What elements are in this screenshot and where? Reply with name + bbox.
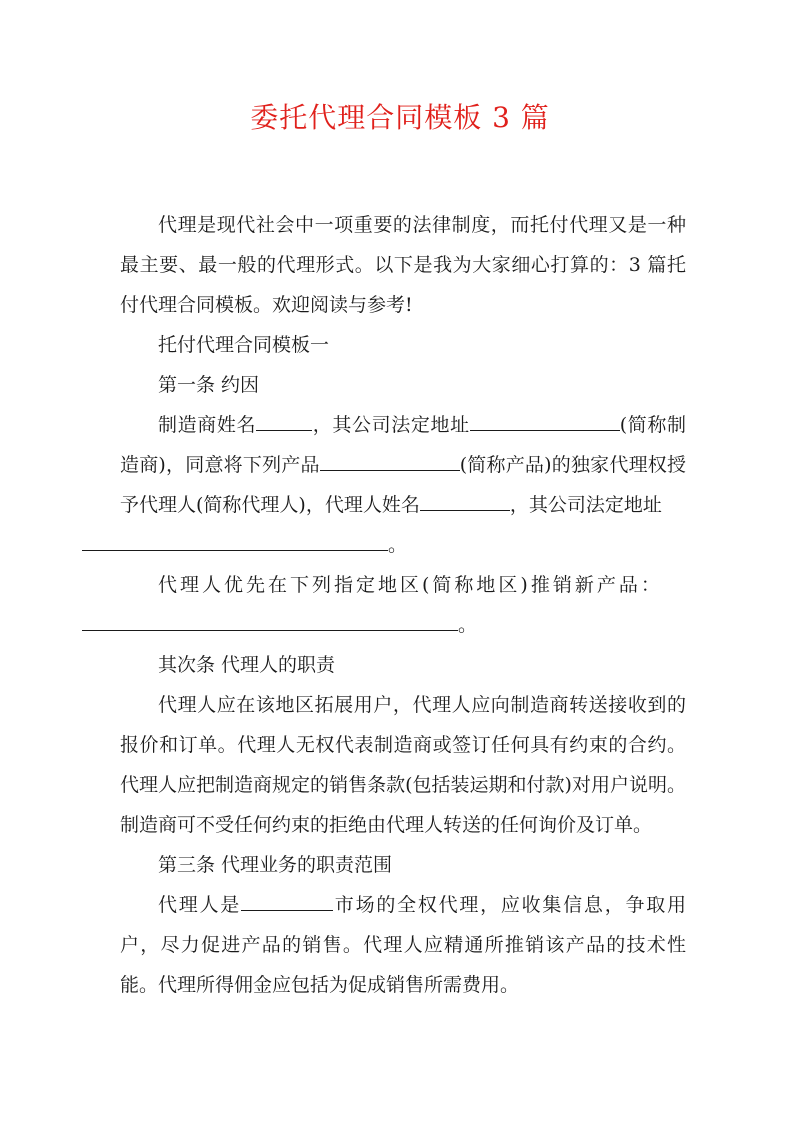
- document-title: 委托代理合同模板 3 篇: [250, 101, 550, 134]
- article1-paragraph-1: [120, 405, 686, 565]
- blank-company-address: [470, 410, 620, 431]
- text-segment: 。: [388, 534, 408, 556]
- article2-heading: 其次条 代理人的职责: [158, 654, 336, 676]
- blank-agent-name: [420, 490, 510, 511]
- text-segment: 。: [458, 614, 481, 636]
- text-segment: ，其公司法定地址: [312, 414, 470, 436]
- article3-paragraph: [120, 885, 686, 1005]
- blank-territory: [82, 610, 458, 631]
- blank-market: [241, 890, 333, 911]
- template-heading: 托付代理合同模板一: [158, 334, 330, 356]
- intro-paragraph: 代理是现代社会中一项重要的法律制度，而托付代理又是一种最主要、最一般的代理形式。以下是我为大家细心打算的：3 篇托付代理合同模板。欢迎阅读与参考!: [120, 214, 686, 316]
- article1-heading: 第一条 约因: [158, 374, 260, 396]
- text-segment: 市场的全权代理，应收集信息，争取用户，尽力促进产品的销售。代理人应精通所推销该产品的技术性能。代理所得佣金应包括为促成销售所需费用。: [120, 894, 686, 996]
- article3-heading: 第三条 代理业务的职责范围: [158, 854, 393, 876]
- blank-manufacturer-name: [256, 410, 312, 431]
- blank-agent-address: [82, 530, 388, 551]
- blank-product: [320, 450, 460, 471]
- text-segment: ，其公司法定地址: [509, 494, 662, 516]
- article2-paragraph: 代理人应在该地区拓展用户，代理人应向制造商转送接收到的报价和订单。代理人无权代表制造商或签订任何具有约束的合约。代理人应把制造商规定的销售条款(包括装运期和付款)对用户说明。制造商可不受任何约束的拒绝由代理人转送的任何询价及订单。: [120, 694, 686, 836]
- text-segment: (简称产品)的独家代理权授予代理人(简称代理人)，代理人姓名: [120, 454, 686, 516]
- text-segment: 代理人优先在下列指定地区(简称地区)推销新产品：: [158, 574, 663, 596]
- article1-paragraph-2: [120, 565, 686, 645]
- intro-block: [120, 205, 686, 325]
- text-segment: 制造商姓名: [158, 414, 257, 436]
- text-segment: 代理人是: [158, 894, 242, 916]
- text-segment: (简称制造商)，同意将下列产品: [120, 414, 686, 476]
- section-block: [120, 325, 686, 1005]
